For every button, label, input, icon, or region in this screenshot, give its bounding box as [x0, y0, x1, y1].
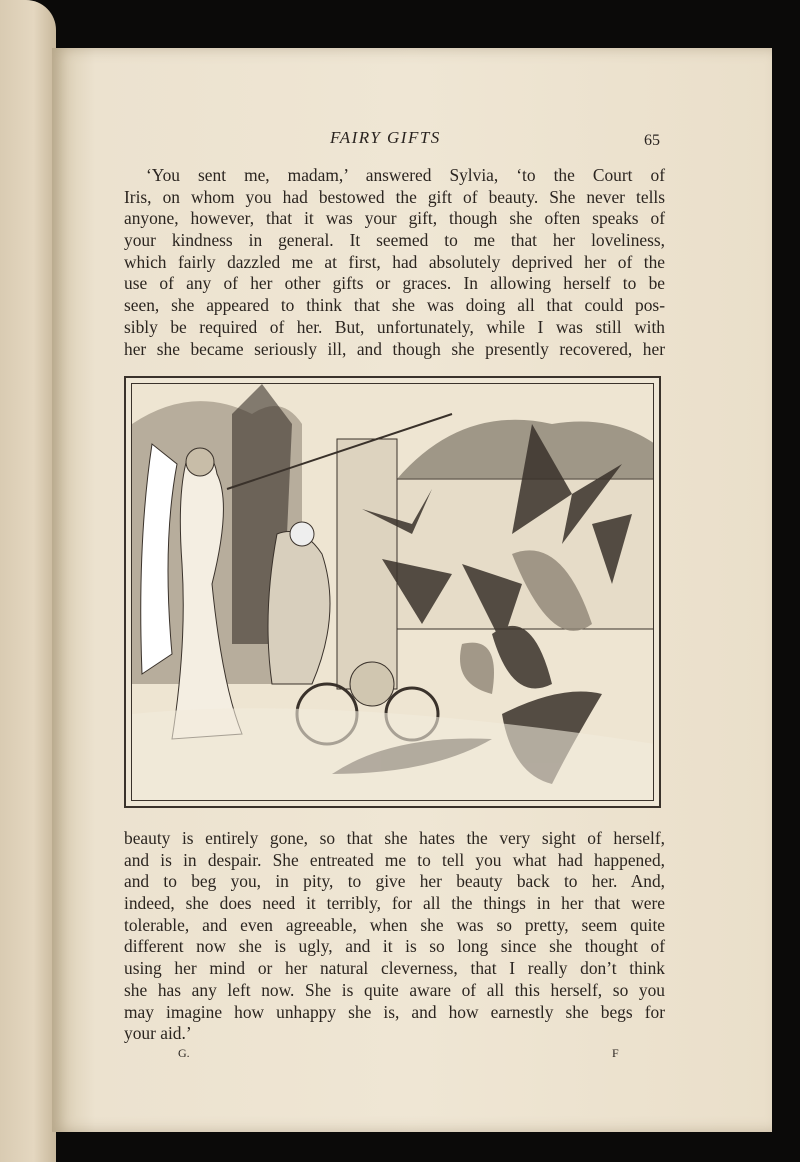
text-line: her she became seriously ill, and though she presently recovered, her: [124, 338, 665, 359]
text-line: your aid.’: [124, 1023, 192, 1044]
book-page: [52, 48, 772, 1132]
sheet-mark: F: [612, 1046, 619, 1060]
illustration-frame: [131, 383, 654, 801]
text-line: which fairly dazzled me at first, had absolutely deprived her of the: [124, 251, 665, 272]
text-line: seen, she appeared to think that she was doing all that could pos-: [124, 295, 665, 316]
text-line: use of any of her other gifts or graces. In allowing herself to be: [124, 273, 665, 294]
text-line: and is in despair. She entreated me to tell you what had happened,: [124, 849, 665, 870]
text-line: beauty is entirely gone, so that she hates the very sight of herself,: [124, 828, 665, 848]
page-header: [52, 128, 772, 152]
text-line: tolerable, and even agreeable, when she was so pretty, seem quite: [124, 914, 665, 935]
paragraph-after-illustration: [124, 828, 665, 1045]
page-number: 65: [644, 132, 660, 149]
signature-mark: G.: [178, 1046, 190, 1060]
text-line: and to beg you, in pity, to give her beauty back to her. And,: [124, 871, 665, 892]
paragraph-before-illustration: [124, 165, 665, 360]
facing-page-edge: [0, 0, 56, 1162]
text-line: Iris, on whom you had bestowed the gift of beauty. She never tells: [124, 186, 665, 207]
text-line: sibly be required of her. But, unfortunately, while I was still with: [124, 316, 665, 337]
illustration-fairy-and-butterflies: [124, 376, 661, 808]
text-line: ‘You sent me, madam,’ answered Sylvia, ‘to the Court of: [146, 165, 665, 185]
text-line: indeed, she does need it terribly, for all the things in her that were: [124, 893, 665, 914]
text-line: anyone, however, that it was your gift, though she often speaks of: [124, 208, 665, 229]
engraving-image: [132, 384, 654, 801]
text-line: your kindness in general. It seemed to me that her loveliness,: [124, 230, 665, 251]
text-line: may imagine how unhappy she is, and how earnestly she begs for: [124, 1001, 665, 1022]
text-line: she has any left now. She is quite aware of all this herself, so you: [124, 979, 665, 1000]
text-line: different now she is ugly, and it is so long since she thought of: [124, 936, 665, 957]
text-line: using her mind or her natural cleverness, that I really don’t think: [124, 958, 665, 979]
running-title: FAIRY GIFTS: [330, 128, 441, 147]
